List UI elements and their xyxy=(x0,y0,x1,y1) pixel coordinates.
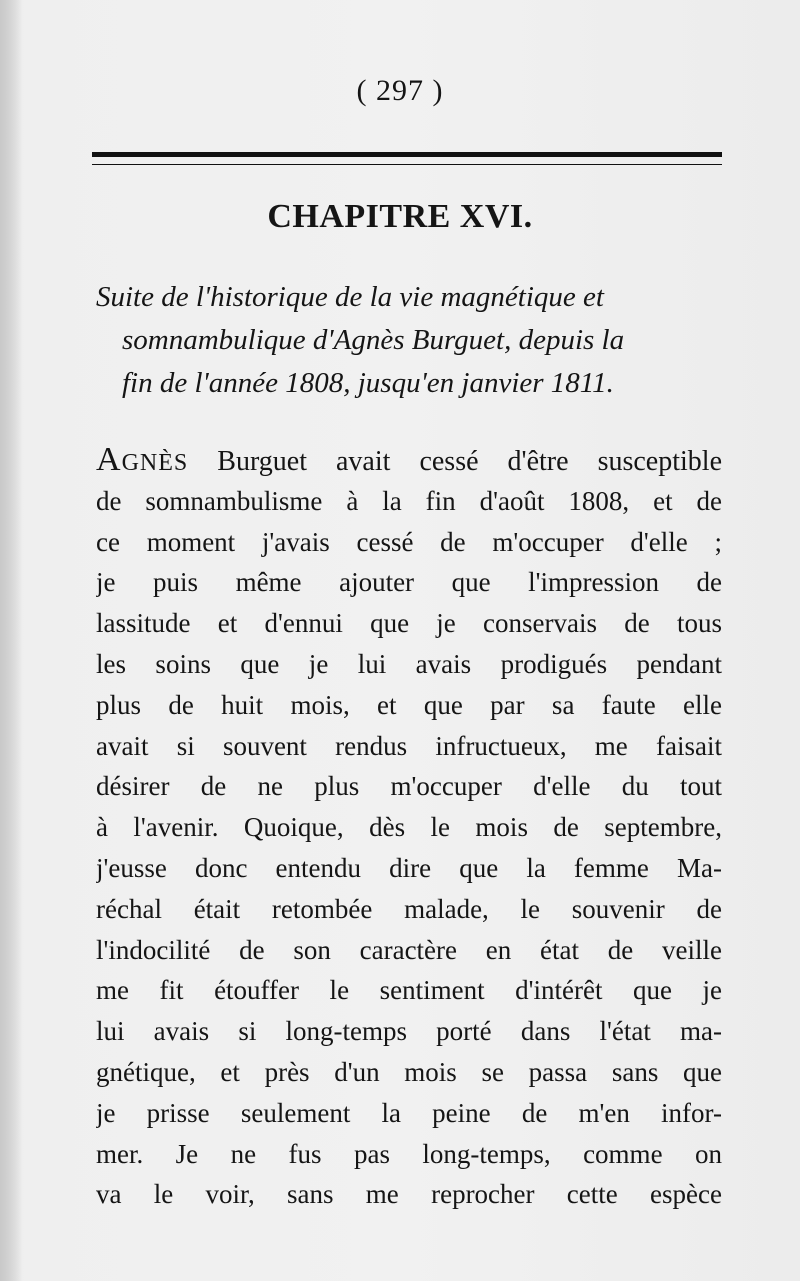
header-rule-thick xyxy=(92,152,722,157)
text-line xyxy=(96,440,722,481)
text-line: à l'avenir. Quoique, dès le mois de septembre, xyxy=(96,812,722,843)
chapter-title: CHAPITRE XVI. xyxy=(267,198,533,235)
text-line: de somnambulisme à la fin d'août 1808, et de xyxy=(96,485,722,516)
small-caps: GNÈS xyxy=(121,450,189,476)
drop-cap: A xyxy=(96,441,122,478)
subtitle-line: fin de l'année 1808, jusqu'en janvier 1811. xyxy=(122,367,614,399)
chapter-subtitle xyxy=(96,276,724,405)
text-line: mer. Je ne fus pas long-temps, comme on xyxy=(96,1138,722,1169)
text-line: lui avais si long-temps porté dans l'état ma- xyxy=(96,1016,722,1047)
text-line: avait si souvent rendus infructueux, me faisait xyxy=(96,730,722,761)
page-number: ( 297 ) xyxy=(356,74,444,107)
text-line: je prisse seulement la peine de m'en infor- xyxy=(96,1097,722,1128)
text-line: me fit étouffer le sentiment d'intérêt que je xyxy=(96,975,722,1006)
subtitle-line: somnambulique d'Agnès Burguet, depuis la xyxy=(122,324,625,356)
body-text xyxy=(96,440,722,1215)
text-line: ce moment j'avais cessé de m'occuper d'elle ; xyxy=(96,526,722,557)
text-line: j'eusse donc entendu dire que la femme Ma- xyxy=(96,852,722,883)
text-line: les soins que je lui avais prodigués pendant xyxy=(96,648,722,679)
first-line-text: Burguet avait cessé d'être susceptible xyxy=(188,446,722,477)
subtitle-line: Suite de l'historique de la vie magnétique et xyxy=(96,281,604,313)
text-line: je puis même ajouter que l'impression de xyxy=(96,567,722,598)
text-line: va le voir, sans me reprocher cette espèce xyxy=(96,1179,722,1210)
text-line: plus de huit mois, et que par sa faute elle xyxy=(96,689,722,720)
text-line: lassitude et d'ennui que je conservais de tous xyxy=(96,608,722,639)
page-gutter-shadow xyxy=(0,0,22,1281)
text-line: désirer de ne plus m'occuper d'elle du tout xyxy=(96,771,722,802)
text-line: gnétique, et près d'un mois se passa sans que xyxy=(96,1056,722,1087)
text-line: l'indocilité de son caractère en état de veille xyxy=(96,934,722,965)
text-line: réchal était retombée malade, le souvenir de xyxy=(96,893,722,924)
header-rule-thin xyxy=(92,164,722,165)
